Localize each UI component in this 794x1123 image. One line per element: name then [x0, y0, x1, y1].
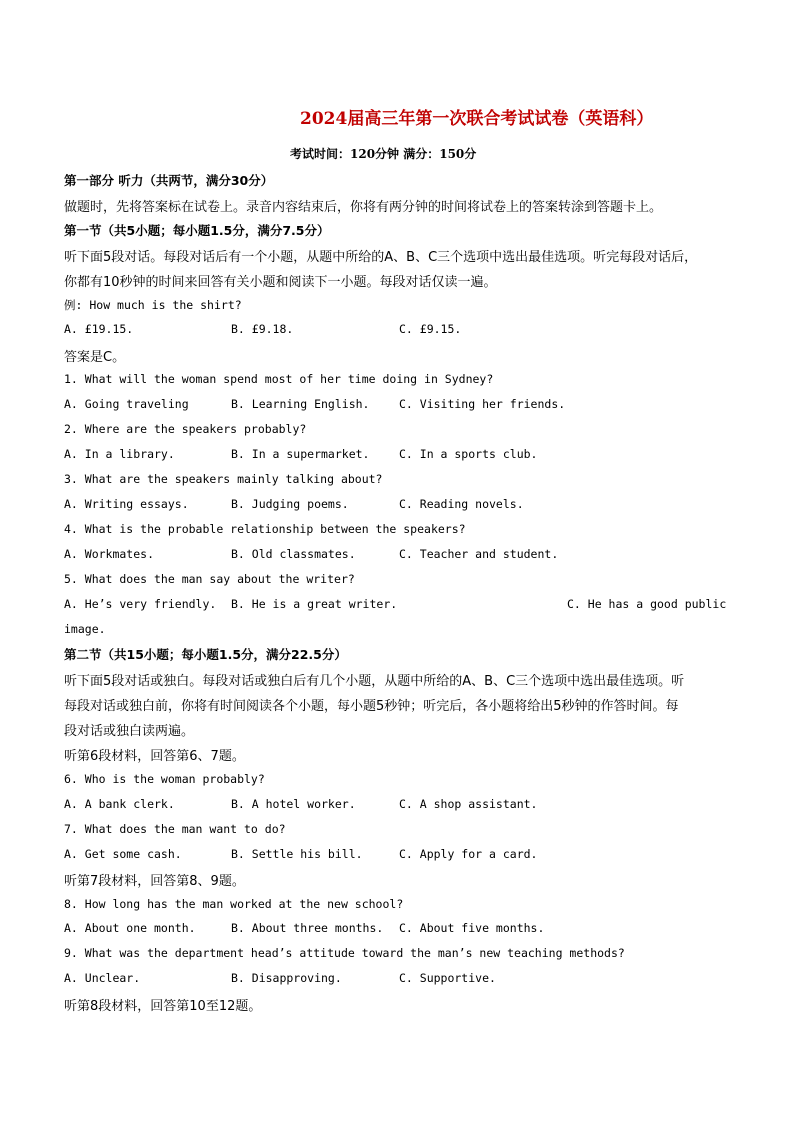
section2-heading: 第二节（共15小题；每小题1.5分，满分22.5分）	[64, 647, 347, 662]
q2-option-b: B. In a supermarket.	[231, 447, 370, 461]
section1-heading: 第一节（共5小题；每小题1.5分，满分7.5分）	[64, 223, 330, 238]
q3-option-a: A. Writing essays.	[64, 497, 189, 511]
q8-option-b: B. About three months.	[231, 921, 384, 935]
question-9: 9. What was the department head’s attitude toward the man’s new teaching methods?	[64, 946, 625, 960]
q3-option-c: C. Reading novels.	[399, 497, 524, 511]
q5-option-a: A. He’s very friendly.	[64, 597, 217, 611]
section2-intro-line3: 段对话或独白读两遍。	[64, 724, 195, 739]
q2-option-a: A. In a library.	[64, 447, 175, 461]
section1-intro-line1: 听下面5段对话。每段对话后有一个小题，从题中所给的A、B、C三个选项中选出最佳选项。听完每段对话后，	[64, 250, 698, 265]
exam-subtitle: 考试时间：120分钟 满分：150分	[290, 147, 477, 161]
q1-option-c: C. Visiting her friends.	[399, 397, 566, 411]
exam-title: 2024届高三年第一次联合考试试卷（英语科）	[300, 109, 654, 129]
q3-option-b: B. Judging poems.	[231, 497, 349, 511]
section2-intro-line2: 每段对话或独白前，你将有时间阅读各个小题，每小题5秒钟；听完后，各小题将给出5秒钟的作答时间。每	[64, 699, 679, 714]
q6-option-b: B. A hotel worker.	[231, 797, 356, 811]
example-option-a: A. £19.15.	[64, 322, 134, 336]
q5-option-c-continued: image.	[64, 622, 106, 636]
section2-intro-line1: 听下面5段对话或独白。每段对话或独白后有几个小题，从题中所给的A、B、C三个选项中选出最佳选项。听	[64, 674, 685, 689]
q9-option-a: A. Unclear.	[64, 971, 141, 985]
q6-option-c: C. A shop assistant.	[399, 797, 538, 811]
example-option-c: C. £9.15.	[399, 322, 462, 336]
question-8: 8. How long has the man worked at the new school?	[64, 897, 404, 911]
question-2: 2. Where are the speakers probably?	[64, 422, 307, 436]
section1-intro-line2: 你都有10秒钟的时间来回答有关小题和阅读下一小题。每段对话仅读一遍。	[64, 275, 497, 290]
q4-option-c: C. Teacher and student.	[399, 547, 559, 561]
q2-option-c: C. In a sports club.	[399, 447, 538, 461]
question-1: 1. What will the woman spend most of her time doing in Sydney?	[64, 372, 494, 386]
q5-option-b: B. He is a great writer.	[231, 597, 398, 611]
question-5: 5. What does the man say about the writer?	[64, 572, 355, 586]
q8-option-c: C. About five months.	[399, 921, 545, 935]
part1-heading: 第一部分 听力（共两节，满分30分）	[64, 173, 274, 188]
q8-option-a: A. About one month.	[64, 921, 196, 935]
question-3: 3. What are the speakers mainly talking about?	[64, 472, 383, 486]
q4-option-b: B. Old classmates.	[231, 547, 356, 561]
q4-option-a: A. Workmates.	[64, 547, 155, 561]
q1-option-a: A. Going traveling	[64, 397, 189, 411]
example-question: 例: How much is the shirt?	[64, 298, 242, 312]
q7-option-b: B. Settle his bill.	[231, 847, 363, 861]
q7-option-a: A. Get some cash.	[64, 847, 182, 861]
q6-option-a: A. A bank clerk.	[64, 797, 175, 811]
q1-option-b: B. Learning English.	[231, 397, 370, 411]
material-8-heading: 听第8段材料，回答第10至12题。	[64, 999, 262, 1014]
part1-instruction: 做题时，先将答案标在试卷上。录音内容结束后，你将有两分钟的时间将试卷上的答案转涂到答题卡上。	[64, 200, 663, 215]
example-answer: 答案是C。	[64, 350, 126, 365]
q9-option-b: B. Disapproving.	[231, 971, 342, 985]
q7-option-c: C. Apply for a card.	[399, 847, 538, 861]
material-7-heading: 听第7段材料，回答第8、9题。	[64, 874, 245, 889]
question-7: 7. What does the man want to do?	[64, 822, 286, 836]
example-option-b: B. £9.18.	[231, 322, 294, 336]
q9-option-c: C. Supportive.	[399, 971, 496, 985]
question-4: 4. What is the probable relationship between the speakers?	[64, 522, 466, 536]
material-6-heading: 听第6段材料，回答第6、7题。	[64, 749, 245, 764]
q5-option-c: C. He has a good public	[567, 597, 727, 611]
question-6: 6. Who is the woman probably?	[64, 772, 265, 786]
